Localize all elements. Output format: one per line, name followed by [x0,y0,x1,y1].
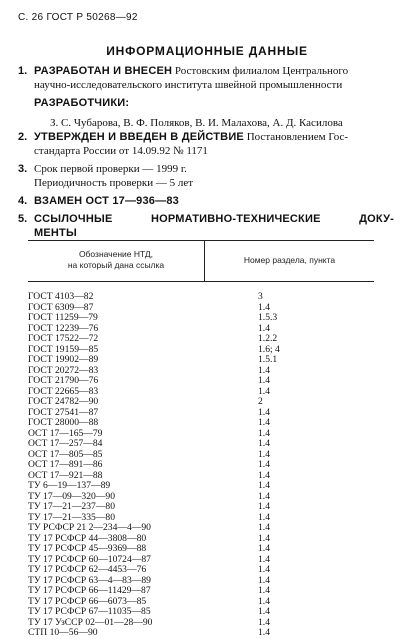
section-reference: 1.4 [258,469,270,481]
section-reference: 1.4 [258,574,270,586]
document-designation: ТУ 17—09—320—90 [28,490,116,502]
document-designation: ТУ 17 РСФСР 60—10724—87 [28,553,151,565]
section-reference: 1.4 [258,375,270,386]
table-row [28,355,374,366]
item-heading: РАЗРАБОТАН И ВНЕСЕН [34,65,173,77]
item-number: 2. [18,131,28,143]
document-designation: ГОСТ 4103—82 [28,291,94,302]
section-reference: 1.4 [258,490,270,502]
table-row [28,628,374,639]
document-designation: ГОСТ 21790—76 [28,375,99,386]
document-designation: ОСТ 17—165—79 [28,427,103,439]
section-reference: 1.4 [258,459,270,470]
page-header: С. 26 ГОСТ Р 50268—92 [18,12,138,23]
table-row [28,376,374,387]
document-designation: ТУ 17 РСФСР 63—4—83—89 [28,574,151,586]
section-reference: 1.4 [258,501,270,512]
section-reference: 3 [258,291,263,302]
section-reference: 1.5.3 [258,312,278,323]
table-row [28,313,374,324]
section-reference: 1.2.2 [258,333,278,344]
section-reference: 2 [258,396,263,407]
column-header-line: на который дана ссылка [67,260,165,270]
document-designation: СТП 10—56—90 [28,627,98,638]
item-5-references [18,212,394,240]
heading-word: ССЫЛОЧНЫЕ [34,213,113,225]
document-designation: ГОСТ 19902—89 [28,354,99,365]
first-review-term: Срок первой проверки — 1999 г. [34,163,187,175]
developers-block [18,96,394,130]
item-heading-row [34,212,394,226]
document-designation: ТУ 17 РСФСР 67—11035—85 [28,606,151,617]
section-reference: 1.4 [258,364,270,376]
developers-heading: РАЗРАБОТЧИКИ: [34,97,130,109]
section-reference: 1.4 [258,438,270,449]
section-reference: 1.4 [258,585,270,596]
table-row [28,439,374,450]
table-row [28,607,374,618]
document-designation: ГОСТ 28000—88 [28,417,99,428]
item-number: 1. [18,65,28,77]
item-text-continued: научно-исследовательского института швейной промышленности [34,79,343,91]
table-row [28,565,374,576]
document-designation: ТУ 17 УзССР 02—01—28—90 [28,616,153,628]
section-reference: 1.4 [258,406,270,418]
item-heading-continued: МЕНТЫ [34,227,77,239]
references-table [28,240,374,639]
document-designation: ТУ 17 РСФСР 44—3808—80 [28,532,147,544]
section-reference: 1.4 [258,448,270,460]
section-reference: 1.4 [258,385,270,397]
document-designation: ГОСТ 12239—76 [28,322,99,334]
section-reference: 1.4 [258,522,270,533]
table-header [28,240,374,282]
section-reference: 1.4 [258,564,270,575]
document-designation: ОСТ 17—805—85 [28,448,103,460]
document-designation: ТУ 17 РСФСР 45—9369—88 [28,543,147,554]
section-reference: 1.4 [258,480,270,491]
table-row [28,292,374,303]
table-row [28,418,374,429]
developers-list: З. С. Чубарова, В. Ф. Поляков, В. И. Малахова, А. Д. Касилова [50,117,343,129]
section-reference: 1.4 [258,532,270,544]
document-designation: ТУ 17—21—335—80 [28,511,116,523]
document-designation: ОСТ 17—257—84 [28,438,103,449]
document-designation: ТУ РСФСР 21 2—234—4—90 [28,522,151,533]
section-reference: 1.4 [258,543,270,554]
document-designation: ТУ 6—19—137—89 [28,480,111,491]
column-header-section: Номер раздела, пункта [243,255,336,265]
document-designation: ТУ 17 РСФСР 66—6073—85 [28,595,147,607]
review-period: Периодичность проверки — 5 лет [34,177,194,189]
item-number: 5. [18,213,28,225]
section-reference: 1.4 [258,616,270,628]
section-reference: 1.4 [258,511,270,523]
document-designation: ГОСТ 22665—83 [28,385,99,397]
item-2-approved [18,130,394,158]
item-text: Ростовским филиалом Центрального [174,65,349,77]
item-1-developed [18,64,394,92]
heading-word: ДОКУ- [359,213,394,225]
table-row [28,334,374,345]
document-designation: ТУ 17—21—237—80 [28,501,116,512]
document-designation: ГОСТ 17522—72 [28,333,99,344]
document-designation: ТУ 17 РСФСР 66—11429—87 [28,585,151,596]
document-designation: ГОСТ 27541—87 [28,406,99,418]
section-reference: 1.4 [258,417,270,428]
table-body [28,292,374,639]
table-row [28,460,374,471]
document-designation: ГОСТ 19159—85 [28,343,99,355]
document-designation: ГОСТ 11259—79 [28,312,98,323]
column-header-line: Обозначение НТД, [78,249,154,259]
section-reference: 1.4 [258,595,270,607]
document-designation: ГОСТ 24782—90 [28,396,99,407]
document-designation: ТУ 17 РСФСР 62—4453—76 [28,564,147,575]
section-reference: 1.4 [258,606,270,617]
item-3-review [18,162,394,190]
item-number: 4. [18,195,28,207]
section-title: ИНФОРМАЦИОННЫЕ ДАННЫЕ [106,44,308,58]
section-reference: 1.6; 4 [258,343,280,355]
table-row [28,523,374,534]
table-row [28,502,374,513]
section-reference: 1.4 [258,301,270,313]
item-heading: УТВЕРЖДЕН И ВВЕДЕН В ДЕЙСТВИЕ [34,131,244,143]
item-number: 3. [18,163,28,175]
document-designation: ГОСТ 20272—83 [28,364,99,376]
table-row [28,586,374,597]
document-designation: ОСТ 17—891—86 [28,459,103,470]
section-reference: 1.4 [258,322,270,334]
item-4-replaces [18,194,394,208]
item-text-continued: стандарта России от 14.09.92 № 1171 [34,145,208,157]
table-row [28,397,374,408]
document-designation: ОСТ 17—921—88 [28,469,103,481]
section-reference: 1.5.1 [258,354,278,365]
document-designation: ГОСТ 6309—87 [28,301,94,313]
item-text: Постановлением Гос- [246,131,349,143]
section-reference: 1.4 [258,627,270,638]
heading-word: НОРМАТИВНО-ТЕХНИЧЕСКИЕ [151,213,321,225]
table-row [28,481,374,492]
table-row [28,544,374,555]
section-reference: 1.4 [258,427,270,439]
column-header-document [28,249,204,271]
section-reference: 1.4 [258,553,270,565]
item-heading: ВЗАМЕН ОСТ 17—936—83 [34,195,179,207]
